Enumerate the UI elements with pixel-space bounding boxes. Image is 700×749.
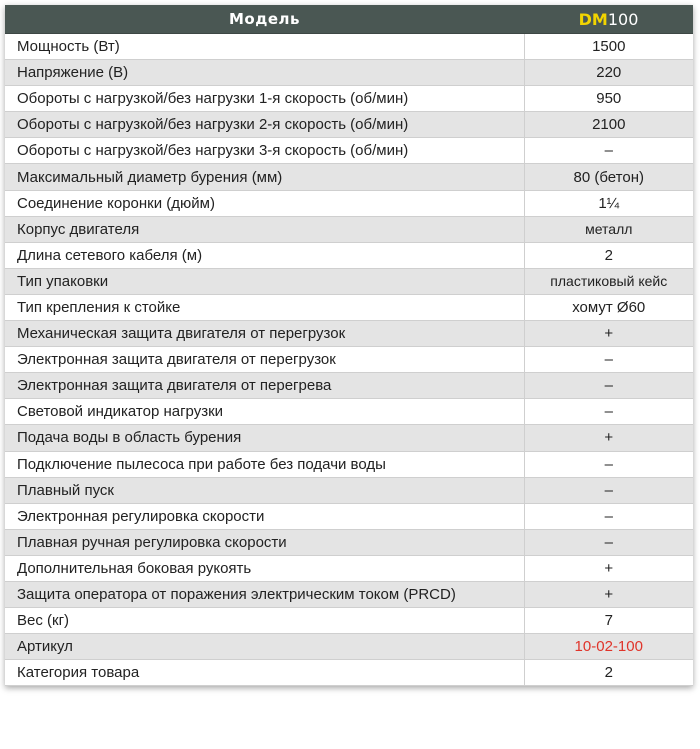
row-label: Обороты с нагрузкой/без нагрузки 3-я скорость (об/мин) bbox=[5, 138, 524, 164]
row-label: Электронная защита двигателя от перегрева bbox=[5, 373, 524, 399]
row-label: Мощность (Вт) bbox=[5, 34, 524, 60]
row-value: металл bbox=[524, 216, 693, 242]
row-value: – bbox=[524, 477, 693, 503]
table-row bbox=[5, 503, 693, 529]
table-row bbox=[5, 268, 693, 294]
row-value: + bbox=[524, 321, 693, 347]
row-label: Тип упаковки bbox=[5, 268, 524, 294]
row-value: + bbox=[524, 555, 693, 581]
header-model-label: Модель bbox=[5, 5, 524, 34]
table-row bbox=[5, 373, 693, 399]
table-row bbox=[5, 112, 693, 138]
table-row bbox=[5, 190, 693, 216]
row-label: Корпус двигателя bbox=[5, 216, 524, 242]
row-value: – bbox=[524, 503, 693, 529]
row-label: Подключение пылесоса при работе без подачи воды bbox=[5, 451, 524, 477]
row-value: 80 (бетон) bbox=[524, 164, 693, 190]
row-label: Плавная ручная регулировка скорости bbox=[5, 529, 524, 555]
table-row bbox=[5, 608, 693, 634]
table-row bbox=[5, 425, 693, 451]
row-value: 1¼ bbox=[524, 190, 693, 216]
model-brand: DM bbox=[578, 9, 608, 29]
table-row bbox=[5, 321, 693, 347]
table-row bbox=[5, 216, 693, 242]
row-label: Напряжение (В) bbox=[5, 60, 524, 86]
table-row bbox=[5, 86, 693, 112]
row-label: Электронная регулировка скорости bbox=[5, 503, 524, 529]
table-row bbox=[5, 347, 693, 373]
row-value: 220 bbox=[524, 60, 693, 86]
table-row bbox=[5, 581, 693, 607]
row-label: Световой индикатор нагрузки bbox=[5, 399, 524, 425]
table-row bbox=[5, 242, 693, 268]
table-row bbox=[5, 660, 693, 686]
table-header-row bbox=[5, 5, 693, 34]
row-value: 2 bbox=[524, 660, 693, 686]
row-value: 1500 bbox=[524, 34, 693, 60]
row-label: Электронная защита двигателя от перегрузок bbox=[5, 347, 524, 373]
table-row bbox=[5, 399, 693, 425]
table-row bbox=[5, 634, 693, 660]
article-number: 10-02-100 bbox=[524, 634, 693, 660]
header-model-name bbox=[524, 5, 693, 34]
row-label: Обороты с нагрузкой/без нагрузки 1-я скорость (об/мин) bbox=[5, 86, 524, 112]
row-label: Дополнительная боковая рукоять bbox=[5, 555, 524, 581]
row-value: – bbox=[524, 399, 693, 425]
row-value: хомут Ø60 bbox=[524, 294, 693, 320]
table-row bbox=[5, 529, 693, 555]
row-label: Категория товара bbox=[5, 660, 524, 686]
table-row bbox=[5, 138, 693, 164]
row-value: + bbox=[524, 425, 693, 451]
row-label: Плавный пуск bbox=[5, 477, 524, 503]
row-value: – bbox=[524, 529, 693, 555]
spec-table bbox=[5, 5, 693, 686]
row-value: 2100 bbox=[524, 112, 693, 138]
row-label: Максимальный диаметр бурения (мм) bbox=[5, 164, 524, 190]
row-value: 2 bbox=[524, 242, 693, 268]
row-value: – bbox=[524, 451, 693, 477]
row-value: 950 bbox=[524, 86, 693, 112]
model-number: 100 bbox=[607, 9, 639, 29]
table-row bbox=[5, 294, 693, 320]
row-label: Обороты с нагрузкой/без нагрузки 2-я скорость (об/мин) bbox=[5, 112, 524, 138]
row-label: Вес (кг) bbox=[5, 608, 524, 634]
row-value: 7 bbox=[524, 608, 693, 634]
spec-table-container bbox=[5, 5, 693, 686]
table-row bbox=[5, 60, 693, 86]
table-row bbox=[5, 555, 693, 581]
row-label: Длина сетевого кабеля (м) bbox=[5, 242, 524, 268]
row-label: Артикул bbox=[5, 634, 524, 660]
row-label: Механическая защита двигателя от перегрузок bbox=[5, 321, 524, 347]
row-label: Тип крепления к стойке bbox=[5, 294, 524, 320]
row-label: Защита оператора от поражения электрическим током (PRCD) bbox=[5, 581, 524, 607]
table-row bbox=[5, 477, 693, 503]
table-row bbox=[5, 164, 693, 190]
row-value: – bbox=[524, 138, 693, 164]
row-value: пластиковый кейс bbox=[524, 268, 693, 294]
row-value: + bbox=[524, 581, 693, 607]
row-value: – bbox=[524, 347, 693, 373]
table-row bbox=[5, 34, 693, 60]
row-label: Подача воды в область бурения bbox=[5, 425, 524, 451]
row-value: – bbox=[524, 373, 693, 399]
row-label: Соединение коронки (дюйм) bbox=[5, 190, 524, 216]
table-row bbox=[5, 451, 693, 477]
